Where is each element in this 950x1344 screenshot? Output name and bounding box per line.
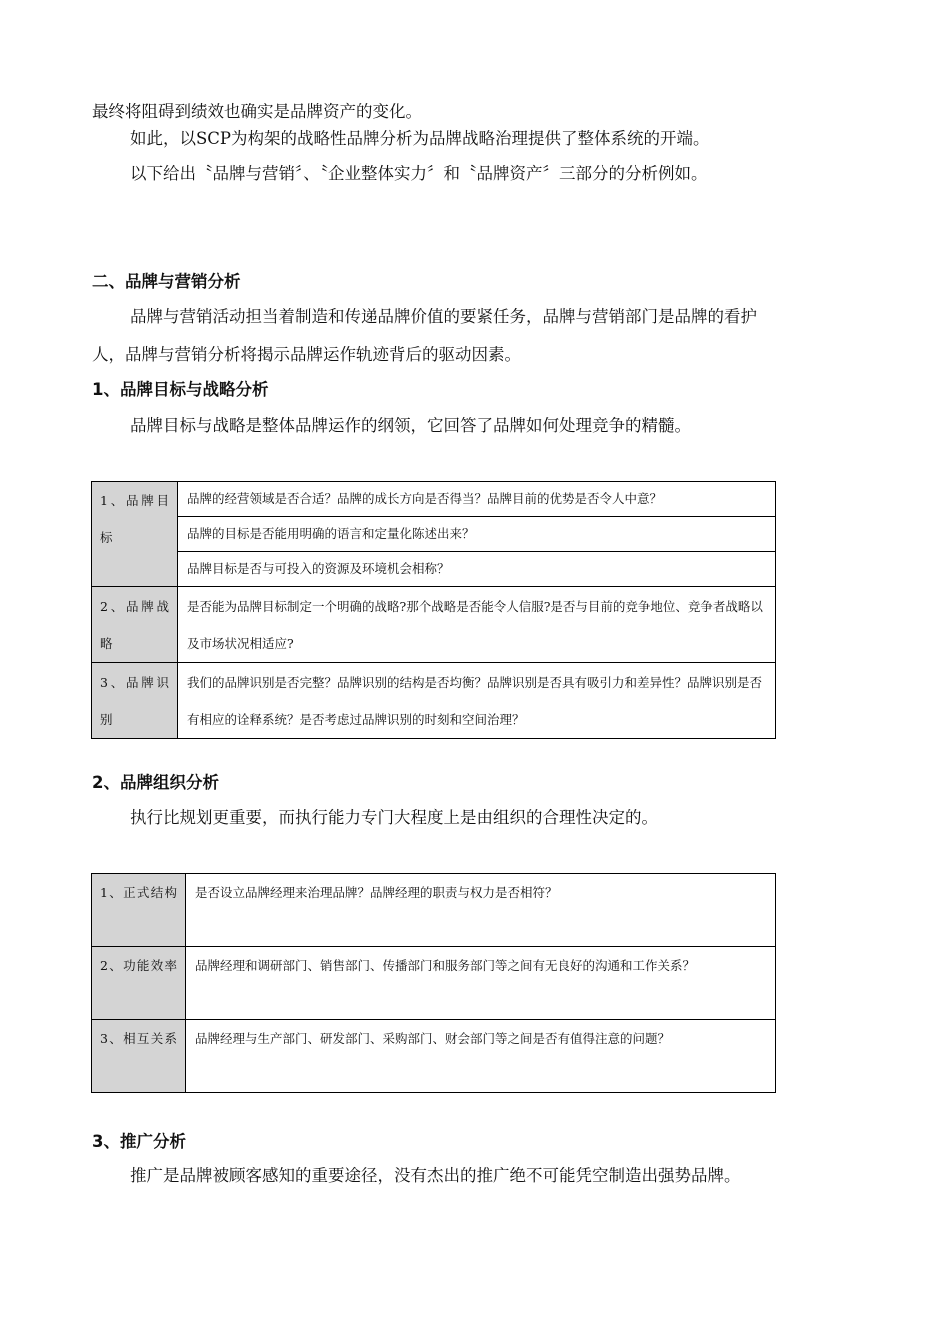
brand-organization-table [91, 873, 776, 1093]
question-cell: 品牌经理与生产部门、研发部门、采购部门、财会部门等之间是否有值得注意的问题？ [186, 1020, 776, 1093]
subsection-1-paragraph: 品牌目标与战略是整体品牌运作的纲领，它回答了品牌如何处理竞争的精髓。 [130, 416, 691, 435]
row-label-brand-goal: 1、品牌目标 [92, 482, 178, 587]
table-row [92, 1020, 776, 1093]
row-label-function-efficiency: 2、功能效率 [92, 947, 186, 1020]
row-label-formal-structure: 1、正式结构 [92, 874, 186, 947]
subsection-3-paragraph: 推广是品牌被顾客感知的重要途径，没有杰出的推广绝不可能凭空制造出强势品牌。 [130, 1166, 741, 1185]
table-row [92, 663, 776, 739]
question-cell: 品牌的经营领域是否合适？品牌的成长方向是否得当？品牌目前的优势是否令人中意？ [178, 482, 776, 517]
question-cell: 品牌经理和调研部门、销售部门、传播部门和服务部门等之间有无良好的沟通和工作关系？ [186, 947, 776, 1020]
section-2-heading: 二、品牌与营销分析 [92, 272, 241, 291]
subsection-3-heading: 3、推广分析 [92, 1132, 186, 1151]
subsection-2-heading: 2、品牌组织分析 [92, 773, 219, 792]
question-cell: 品牌目标是否与可投入的资源及环境机会相称？ [178, 552, 776, 587]
intro-line-2: 如此，以SCP为构架的战略性品牌分析为品牌战略治理提供了整体系统的开端。 [130, 129, 710, 148]
table-row [92, 482, 776, 517]
table-row [92, 587, 776, 663]
row-label-brand-identity: 3、品牌识别 [92, 663, 178, 739]
table-row [92, 517, 776, 552]
row-label-brand-strategy: 2、品牌战略 [92, 587, 178, 663]
question-cell: 是否设立品牌经理来治理品牌？品牌经理的职责与权力是否相符？ [186, 874, 776, 947]
intro-line-1: 最终将阻碍到绩效也确实是品牌资产的变化。 [92, 102, 422, 121]
section-2-paragraph-line-2: 人，品牌与营销分析将揭示品牌运作轨迹背后的驱动因素。 [92, 345, 521, 364]
section-2-paragraph-line-1: 品牌与营销活动担当着制造和传递品牌价值的要紧任务，品牌与营销部门是品牌的看护 [130, 307, 757, 326]
question-cell: 品牌的目标是否能用明确的语言和定量化陈述出来？ [178, 517, 776, 552]
brand-goal-strategy-table [91, 481, 776, 739]
subsection-1-heading: 1、品牌目标与战略分析 [92, 380, 269, 399]
subsection-2-paragraph: 执行比规划更重要，而执行能力专门大程度上是由组织的合理性决定的。 [130, 808, 658, 827]
question-cell: 是否能为品牌目标制定一个明确的战略?那个战略是否能令人信服?是否与目前的竞争地位、竞争者战略以及市场状况相适应? [178, 587, 776, 663]
table-row [92, 947, 776, 1020]
question-cell: 我们的品牌识别是否完整？品牌识别的结构是否均衡？品牌识别是否具有吸引力和差异性？品牌识别是否有相应的诠释系统？是否考虑过品牌识别的时刻和空间治理？ [178, 663, 776, 739]
table-row [92, 874, 776, 947]
row-label-mutual-relations: 3、相互关系 [92, 1020, 186, 1093]
table-row [92, 552, 776, 587]
intro-line-3: 以下给出〝品牌与营销〞、〝企业整体实力〞和〝品牌资产〞三部分的分析例如。 [130, 164, 708, 183]
